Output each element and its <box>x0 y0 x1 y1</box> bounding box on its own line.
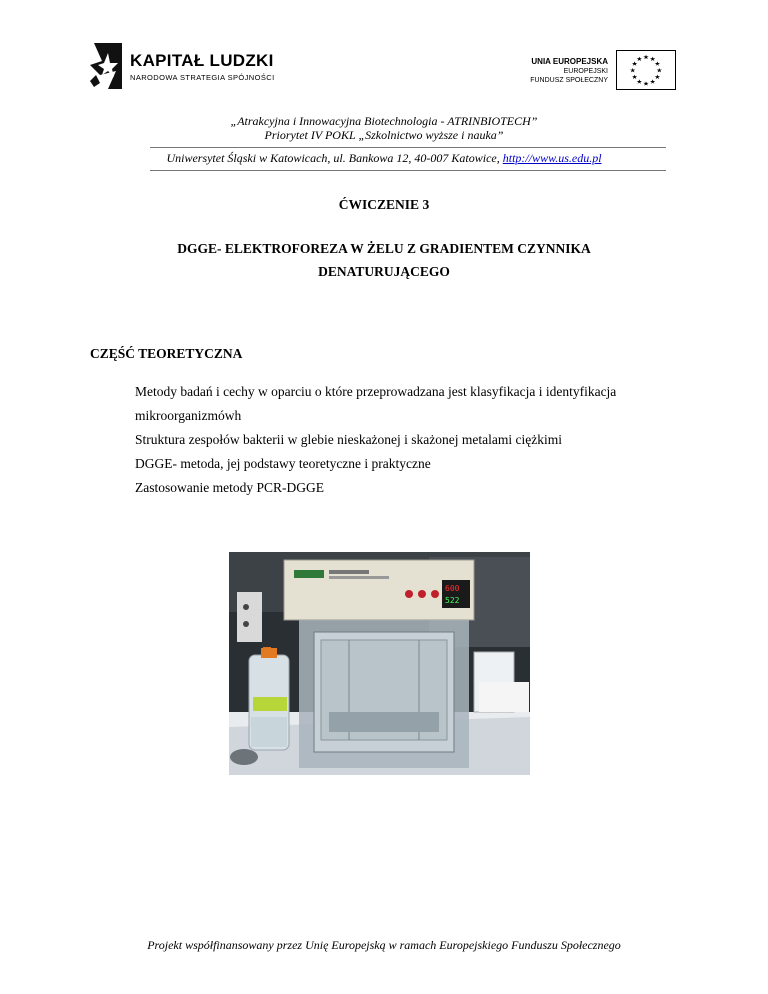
kapital-ludzki-mark-icon <box>86 41 124 91</box>
eu-line-1: UNIA EUROPEJSKA <box>531 57 608 66</box>
section-heading: CZĘŚĆ TEORETYCZNA <box>90 346 243 361</box>
list-item: DGGE- metoda, jej podstawy teoretyczne i praktyczne <box>135 456 431 471</box>
exercise-subtitle-line-2: DENATURUJĄCEGO <box>318 264 450 279</box>
project-title: „Atrakcyjna i Innowacyjna Biotechnologia - ATRINBIOTECH” <box>230 114 538 128</box>
footer-text: Projekt współfinansowany przez Unię Europejską w ramach Europejskiego Funduszu Społecznego <box>147 938 621 952</box>
display-readout-1: 600 <box>445 584 460 593</box>
eu-line-2: EUROPEJSKI <box>563 67 608 75</box>
university-text: Uniwersytet Śląski w Katowicach, ul. Bankowa 12, 40-007 Katowice, <box>166 151 503 165</box>
list-item: Struktura zespołów bakterii w glebie nieskażonej i skażonej metalami ciężkimi <box>135 432 562 447</box>
display-readout-2: 522 <box>445 596 460 605</box>
exercise-subtitle-line-1: DGGE- ELEKTROFOREZA W ŻELU Z GRADIENTEM CZYNNIKA <box>177 241 591 256</box>
header-divider-top <box>150 147 666 148</box>
university-link[interactable]: http://www.us.edu.pl <box>502 151 602 165</box>
list-item: Metody badań i cechy w oparciu o które przeprowadzana jest klasyfikacja i identyfikacja <box>135 384 617 399</box>
list-item: Zastosowanie metody PCR-DGGE <box>135 480 324 495</box>
list-item: mikroorganizmówh <box>135 408 242 423</box>
kapital-ludzki-logo <box>86 41 306 93</box>
logo-title: KAPITAŁ LUDZKI <box>130 51 274 70</box>
logo-subtitle: NARODOWA STRATEGIA SPÓJNOŚCI <box>130 73 275 82</box>
eu-label <box>530 57 608 86</box>
project-priority: Priorytet IV POKL „Szkolnictwo wyższe i nauka” <box>264 128 504 142</box>
eu-line-3: FUNDUSZ SPOŁECZNY <box>530 77 608 84</box>
eu-flag-icon <box>616 50 676 90</box>
dgge-apparatus-photo <box>229 552 530 775</box>
header-divider-bottom <box>150 170 666 171</box>
exercise-title: ĆWICZENIE 3 <box>338 197 430 212</box>
university-address <box>0 151 768 166</box>
